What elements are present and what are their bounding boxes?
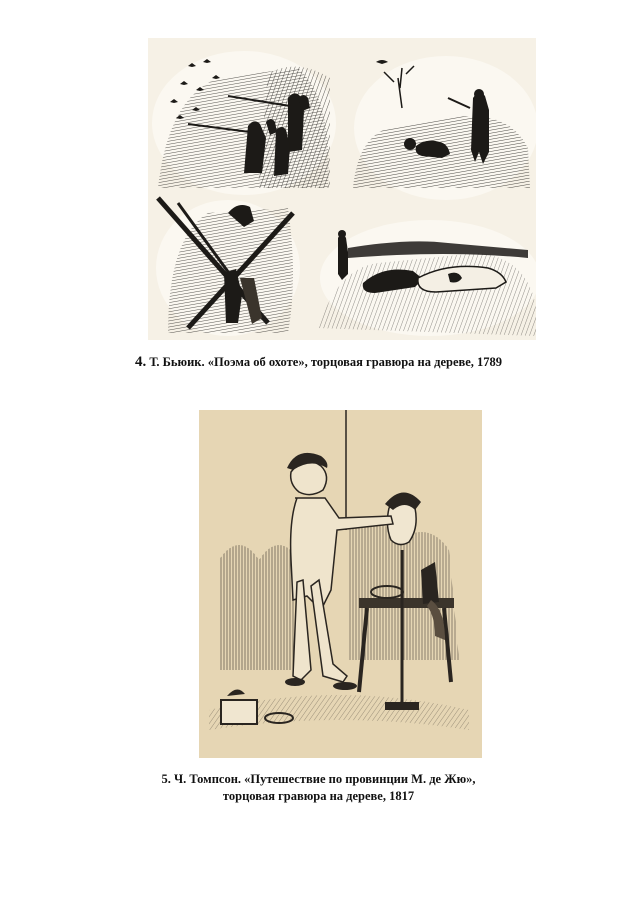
figure-5-caption-line1: 5. Ч. Томпсон. «Путешествие по провинции М. де Жю», xyxy=(161,772,476,786)
vignette-pointer-dogs xyxy=(318,220,536,336)
vignette-hunter-with-dog xyxy=(353,56,536,200)
figure-5-caption xyxy=(0,771,637,805)
vignette-duck-hunters xyxy=(152,51,336,195)
figure-4-caption-text: Т. Бьюик. «Поэма об охоте», торцовая гравюра на дереве, 1789 xyxy=(149,355,503,369)
wigmaker-scene xyxy=(199,410,482,758)
figure-5-engraving xyxy=(199,410,482,758)
vignette-guns-and-game xyxy=(156,198,300,336)
figure-5-caption-line2: торцовая гравюра на дереве, 1817 xyxy=(222,789,415,803)
figure-4-engraving xyxy=(148,38,536,340)
figure-4-number: 4. xyxy=(134,354,147,370)
hunting-vignettes xyxy=(148,38,536,340)
figure-4-caption xyxy=(0,354,637,371)
